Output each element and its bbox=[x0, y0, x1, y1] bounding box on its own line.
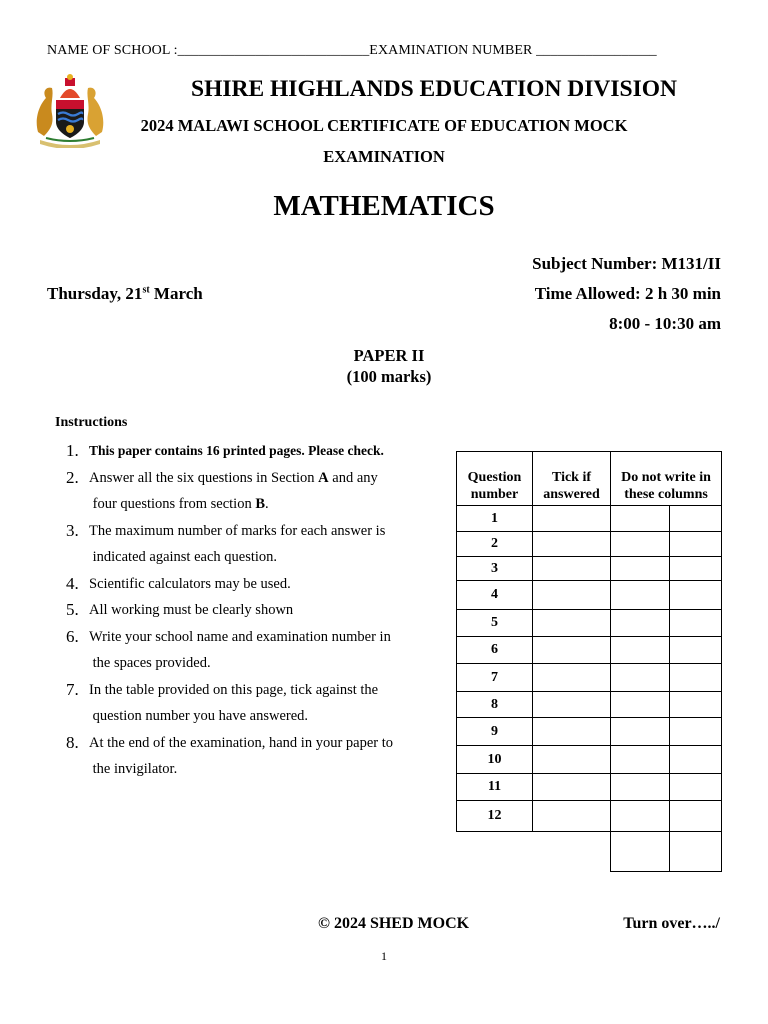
question-row bbox=[457, 532, 722, 557]
examiner-cell bbox=[669, 506, 721, 532]
question-number-cell: 3 bbox=[457, 557, 533, 581]
examiner-cell bbox=[669, 718, 721, 746]
examiner-cell bbox=[611, 664, 670, 692]
col-question-number: Question number bbox=[457, 452, 533, 506]
instruction-number: 5. bbox=[66, 600, 79, 619]
examiner-cell bbox=[611, 610, 670, 637]
question-row bbox=[457, 664, 722, 692]
instruction-text: All working must be clearly shown bbox=[89, 602, 294, 618]
paper-info bbox=[0, 345, 768, 387]
instruction-number: 6. bbox=[66, 626, 79, 646]
time-allowed: Time Allowed: 2 h 30 min bbox=[534, 284, 721, 303]
examiner-cell bbox=[611, 718, 670, 746]
col-do-not-write: Do not write in these columns bbox=[611, 452, 722, 506]
instruction-number: 3. bbox=[66, 520, 79, 540]
instruction-text: Answer all the six questions in Section A and any four questions from section B. bbox=[89, 469, 378, 512]
question-row bbox=[457, 774, 722, 801]
question-row bbox=[457, 637, 722, 664]
examiner-cell bbox=[669, 532, 721, 557]
examiner-cell bbox=[669, 801, 721, 832]
tick-cell[interactable] bbox=[533, 506, 611, 532]
question-row bbox=[457, 692, 722, 718]
tick-cell[interactable] bbox=[533, 746, 611, 774]
tick-cell[interactable] bbox=[533, 664, 611, 692]
instruction-item bbox=[66, 597, 446, 624]
examiner-cell bbox=[669, 664, 721, 692]
question-rows bbox=[457, 506, 722, 872]
question-row bbox=[457, 746, 722, 774]
instruction-item bbox=[66, 677, 446, 730]
instruction-item bbox=[66, 518, 446, 571]
examiner-cell bbox=[611, 532, 670, 557]
paper-number: PAPER II bbox=[353, 346, 425, 365]
instruction-item bbox=[66, 730, 446, 783]
examiner-cell bbox=[611, 774, 670, 801]
examiner-cell bbox=[669, 774, 721, 801]
school-and-exam-number-line: NAME OF SCHOOL :___________________________EXAMINATION NUMBER _________________ bbox=[47, 43, 657, 58]
question-number-cell: 11 bbox=[457, 774, 533, 801]
question-number-cell: 9 bbox=[457, 718, 533, 746]
division-title: SHIRE HIGHLANDS EDUCATION DIVISION bbox=[191, 76, 677, 102]
question-number-cell: 8 bbox=[457, 692, 533, 718]
tick-cell[interactable] bbox=[533, 557, 611, 581]
examiner-cell bbox=[611, 637, 670, 664]
question-number-cell: 7 bbox=[457, 664, 533, 692]
examiner-cell bbox=[669, 637, 721, 664]
examiner-cell bbox=[669, 557, 721, 581]
question-row bbox=[457, 557, 722, 581]
tick-cell[interactable] bbox=[533, 774, 611, 801]
question-number-cell: 5 bbox=[457, 610, 533, 637]
instruction-text: In the table provided on this page, tick against the question number you have answered. bbox=[89, 681, 379, 724]
exam-title-line-1: 2024 MALAWI SCHOOL CERTIFICATE OF EDUCATION MOCK bbox=[140, 116, 628, 135]
tick-cell[interactable] bbox=[533, 718, 611, 746]
total-row bbox=[457, 832, 722, 872]
question-number-cell: 4 bbox=[457, 581, 533, 610]
subject-number: Subject Number: M131/II bbox=[532, 254, 721, 273]
question-row bbox=[457, 718, 722, 746]
instruction-item bbox=[66, 465, 446, 518]
examiner-cell bbox=[611, 801, 670, 832]
instruction-text: This paper contains 16 printed pages. Please check. bbox=[89, 443, 384, 458]
examiner-cell bbox=[611, 506, 670, 532]
instruction-number: 2. bbox=[66, 467, 79, 487]
question-number-cell: 10 bbox=[457, 746, 533, 774]
date-prefix: Thursday, 21 bbox=[47, 284, 143, 303]
examiner-cell bbox=[611, 557, 670, 581]
question-row bbox=[457, 506, 722, 532]
instruction-text: At the end of the examination, hand in your paper to the invigilator. bbox=[89, 734, 394, 777]
instruction-text: Write your school name and examination number in the spaces provided. bbox=[89, 628, 391, 671]
turn-over: Turn over…../ bbox=[623, 915, 720, 932]
instruction-item bbox=[66, 624, 446, 677]
examiner-cell bbox=[611, 692, 670, 718]
instruction-number: 7. bbox=[66, 679, 79, 699]
date-ordinal: st bbox=[142, 284, 150, 296]
question-number-cell: 6 bbox=[457, 637, 533, 664]
exam-title-line-2: EXAMINATION bbox=[323, 147, 445, 166]
question-number-cell: 1 bbox=[457, 506, 533, 532]
question-number-cell: 2 bbox=[457, 532, 533, 557]
copyright: © 2024 SHED MOCK bbox=[318, 915, 470, 932]
instruction-text: The maximum number of marks for each answer is indicated against each question. bbox=[89, 522, 386, 565]
date-suffix: March bbox=[149, 284, 203, 303]
instruction-number: 1. bbox=[66, 441, 79, 460]
question-row bbox=[457, 581, 722, 610]
total-row-blank bbox=[533, 832, 611, 872]
instruction-number: 8. bbox=[66, 732, 79, 752]
question-row bbox=[457, 610, 722, 637]
tick-cell[interactable] bbox=[533, 637, 611, 664]
time-slot: 8:00 - 10:30 am bbox=[609, 314, 721, 333]
tick-cell[interactable] bbox=[533, 610, 611, 637]
instructions-list bbox=[66, 438, 446, 783]
examiner-cell bbox=[669, 581, 721, 610]
instruction-text: Scientific calculators may be used. bbox=[89, 575, 291, 592]
instruction-item bbox=[66, 571, 446, 598]
examiner-cell bbox=[669, 692, 721, 718]
instruction-item bbox=[66, 438, 446, 465]
paper-marks: (100 marks) bbox=[346, 367, 432, 386]
question-row bbox=[457, 801, 722, 832]
examiner-cell bbox=[611, 746, 670, 774]
tick-cell[interactable] bbox=[533, 581, 611, 610]
examiner-cell bbox=[669, 610, 721, 637]
total-row-blank bbox=[457, 832, 533, 872]
instructions-title: Instructions bbox=[55, 415, 128, 430]
col-tick-if-answered: Tick if answered bbox=[533, 452, 611, 506]
exam-date bbox=[47, 284, 203, 304]
subject-title: MATHEMATICS bbox=[273, 190, 495, 222]
question-tick-table bbox=[456, 451, 722, 872]
examiner-cell bbox=[669, 746, 721, 774]
tick-cell[interactable] bbox=[533, 532, 611, 557]
total-cell bbox=[611, 832, 670, 872]
tick-cell[interactable] bbox=[533, 801, 611, 832]
total-cell bbox=[669, 832, 721, 872]
question-number-cell: 12 bbox=[457, 801, 533, 832]
tick-cell[interactable] bbox=[533, 692, 611, 718]
instruction-number: 4. bbox=[66, 573, 79, 593]
page-number: 1 bbox=[381, 949, 387, 963]
examiner-cell bbox=[611, 581, 670, 610]
